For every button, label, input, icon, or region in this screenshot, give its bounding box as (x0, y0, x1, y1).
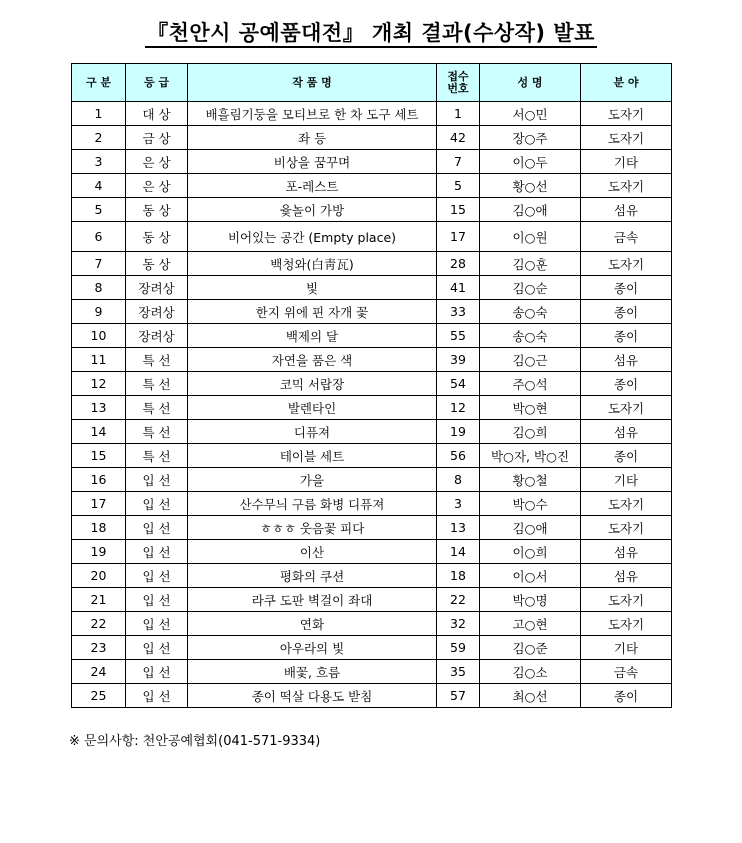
table-row (72, 198, 672, 222)
award-grade: 입 선 (126, 612, 188, 636)
craft-field: 도자기 (581, 174, 672, 198)
artist-name: 황○철 (480, 468, 581, 492)
table-body (72, 102, 672, 708)
contact-footnote: ※ 문의사항: 천안공예협회(041-571-9334) (69, 734, 321, 749)
work-title: 라쿠 도판 벽걸이 좌대 (188, 588, 437, 612)
row-number: 21 (72, 588, 126, 612)
work-title: 좌 등 (188, 126, 437, 150)
work-title: 비어있는 공간 (Empty place) (188, 222, 437, 252)
craft-field: 종이 (581, 300, 672, 324)
artist-name: 최○선 (480, 684, 581, 708)
craft-field: 섬유 (581, 198, 672, 222)
artist-name: 김○순 (480, 276, 581, 300)
work-title: 배꽃, 흐름 (188, 660, 437, 684)
artist-name: 김○근 (480, 348, 581, 372)
craft-field: 종이 (581, 684, 672, 708)
work-title: 아우라의 빛 (188, 636, 437, 660)
work-title: 배흘림기둥을 모티브로 한 차 도구 세트 (188, 102, 437, 126)
table-row (72, 564, 672, 588)
entry-number: 55 (437, 324, 480, 348)
artist-name: 박○수 (480, 492, 581, 516)
award-grade: 입 선 (126, 492, 188, 516)
award-grade: 장려상 (126, 324, 188, 348)
craft-field: 종이 (581, 444, 672, 468)
work-title: 이산 (188, 540, 437, 564)
work-title: 발렌타인 (188, 396, 437, 420)
award-grade: 특 선 (126, 396, 188, 420)
table-row (72, 468, 672, 492)
work-title: ㅎㅎㅎ 웃음꽃 피다 (188, 516, 437, 540)
table-row (72, 126, 672, 150)
row-number: 12 (72, 372, 126, 396)
craft-field: 종이 (581, 372, 672, 396)
craft-field: 기타 (581, 468, 672, 492)
table-row (72, 540, 672, 564)
award-grade: 입 선 (126, 684, 188, 708)
entry-number: 14 (437, 540, 480, 564)
award-grade: 특 선 (126, 348, 188, 372)
work-title: 포-레스트 (188, 174, 437, 198)
entry-number: 41 (437, 276, 480, 300)
artist-name: 김○훈 (480, 252, 581, 276)
page-title-text: 『천안시 공예품대전』 개최 결과(수상작) 발표 (145, 21, 597, 48)
craft-field: 기타 (581, 636, 672, 660)
entry-number: 59 (437, 636, 480, 660)
row-number: 4 (72, 174, 126, 198)
craft-field: 종이 (581, 324, 672, 348)
table-row (72, 150, 672, 174)
table-row (72, 612, 672, 636)
entry-number: 12 (437, 396, 480, 420)
award-grade: 동 상 (126, 252, 188, 276)
row-number: 15 (72, 444, 126, 468)
table-row (72, 348, 672, 372)
craft-field: 도자기 (581, 588, 672, 612)
row-number: 3 (72, 150, 126, 174)
header-entry-number-line2: 번호 (447, 81, 469, 95)
work-title: 자연을 품은 색 (188, 348, 437, 372)
craft-field: 도자기 (581, 516, 672, 540)
work-title: 비상을 꿈꾸며 (188, 150, 437, 174)
entry-number: 15 (437, 198, 480, 222)
award-grade: 장려상 (126, 300, 188, 324)
entry-number: 18 (437, 564, 480, 588)
entry-number: 56 (437, 444, 480, 468)
header-title: 작 품 명 (188, 64, 437, 102)
header-name: 성 명 (480, 64, 581, 102)
work-title: 윷놀이 가방 (188, 198, 437, 222)
entry-number: 3 (437, 492, 480, 516)
artist-name: 박○자, 박○진 (480, 444, 581, 468)
entry-number: 19 (437, 420, 480, 444)
row-number: 14 (72, 420, 126, 444)
craft-field: 도자기 (581, 396, 672, 420)
award-grade: 입 선 (126, 636, 188, 660)
row-number: 1 (72, 102, 126, 126)
table-row (72, 372, 672, 396)
table-row (72, 396, 672, 420)
row-number: 17 (72, 492, 126, 516)
row-number: 19 (72, 540, 126, 564)
entry-number: 33 (437, 300, 480, 324)
work-title: 한지 위에 핀 자개 꽃 (188, 300, 437, 324)
work-title: 백청와(白靑瓦) (188, 252, 437, 276)
artist-name: 이○희 (480, 540, 581, 564)
artist-name: 김○애 (480, 516, 581, 540)
row-number: 23 (72, 636, 126, 660)
artist-name: 장○주 (480, 126, 581, 150)
row-number: 13 (72, 396, 126, 420)
work-title: 종이 떡살 다용도 받침 (188, 684, 437, 708)
table-row (72, 222, 672, 252)
header-entry-number-line1: 접수 (447, 69, 469, 83)
header-grade: 등 급 (126, 64, 188, 102)
table-row (72, 636, 672, 660)
entry-number: 13 (437, 516, 480, 540)
row-number: 25 (72, 684, 126, 708)
artist-name: 이○두 (480, 150, 581, 174)
artist-name: 이○서 (480, 564, 581, 588)
work-title: 연화 (188, 612, 437, 636)
award-grade: 은 상 (126, 174, 188, 198)
row-number: 11 (72, 348, 126, 372)
row-number: 16 (72, 468, 126, 492)
table-row (72, 252, 672, 276)
artist-name: 김○준 (480, 636, 581, 660)
award-grade: 입 선 (126, 468, 188, 492)
entry-number: 32 (437, 612, 480, 636)
award-grade: 금 상 (126, 126, 188, 150)
artist-name: 고○현 (480, 612, 581, 636)
header-entry-number (437, 64, 480, 102)
entry-number: 8 (437, 468, 480, 492)
table-row (72, 324, 672, 348)
work-title: 평화의 쿠션 (188, 564, 437, 588)
artist-name: 김○애 (480, 198, 581, 222)
entry-number: 1 (437, 102, 480, 126)
work-title: 디퓨져 (188, 420, 437, 444)
table-header-row (72, 64, 672, 102)
header-field: 분 야 (581, 64, 672, 102)
row-number: 10 (72, 324, 126, 348)
table-row (72, 102, 672, 126)
artist-name: 박○명 (480, 588, 581, 612)
table-row (72, 300, 672, 324)
artist-name: 김○소 (480, 660, 581, 684)
entry-number: 22 (437, 588, 480, 612)
header-no: 구 분 (72, 64, 126, 102)
table-row (72, 420, 672, 444)
table-row (72, 276, 672, 300)
award-grade: 대 상 (126, 102, 188, 126)
award-grade: 은 상 (126, 150, 188, 174)
work-title: 가을 (188, 468, 437, 492)
row-number: 24 (72, 660, 126, 684)
craft-field: 섬유 (581, 564, 672, 588)
artist-name: 송○숙 (480, 300, 581, 324)
craft-field: 종이 (581, 276, 672, 300)
page-title (0, 17, 742, 47)
entry-number: 39 (437, 348, 480, 372)
row-number: 6 (72, 222, 126, 252)
craft-field: 섬유 (581, 420, 672, 444)
row-number: 8 (72, 276, 126, 300)
artist-name: 서○민 (480, 102, 581, 126)
craft-field: 도자기 (581, 612, 672, 636)
craft-field: 금속 (581, 660, 672, 684)
table-row (72, 174, 672, 198)
craft-field: 도자기 (581, 492, 672, 516)
award-grade: 입 선 (126, 588, 188, 612)
entry-number: 54 (437, 372, 480, 396)
work-title: 백제의 달 (188, 324, 437, 348)
craft-field: 도자기 (581, 102, 672, 126)
work-title: 산수무늬 구름 화병 디퓨져 (188, 492, 437, 516)
artist-name: 김○희 (480, 420, 581, 444)
row-number: 2 (72, 126, 126, 150)
craft-field: 도자기 (581, 126, 672, 150)
table-row (72, 684, 672, 708)
entry-number: 42 (437, 126, 480, 150)
work-title: 코믹 서랍장 (188, 372, 437, 396)
row-number: 22 (72, 612, 126, 636)
table-row (72, 444, 672, 468)
work-title: 테이블 세트 (188, 444, 437, 468)
award-grade: 특 선 (126, 420, 188, 444)
row-number: 5 (72, 198, 126, 222)
award-grade: 입 선 (126, 660, 188, 684)
work-title: 빛 (188, 276, 437, 300)
row-number: 9 (72, 300, 126, 324)
award-grade: 동 상 (126, 222, 188, 252)
entry-number: 5 (437, 174, 480, 198)
table-row (72, 588, 672, 612)
entry-number: 28 (437, 252, 480, 276)
table-row (72, 516, 672, 540)
artist-name: 주○석 (480, 372, 581, 396)
craft-field: 기타 (581, 150, 672, 174)
award-grade: 장려상 (126, 276, 188, 300)
row-number: 18 (72, 516, 126, 540)
award-grade: 동 상 (126, 198, 188, 222)
craft-field: 도자기 (581, 252, 672, 276)
entry-number: 57 (437, 684, 480, 708)
award-grade: 입 선 (126, 516, 188, 540)
craft-field: 섬유 (581, 348, 672, 372)
artist-name: 송○숙 (480, 324, 581, 348)
artist-name: 황○선 (480, 174, 581, 198)
award-grade: 특 선 (126, 372, 188, 396)
artist-name: 이○원 (480, 222, 581, 252)
award-grade: 특 선 (126, 444, 188, 468)
entry-number: 35 (437, 660, 480, 684)
award-grade: 입 선 (126, 540, 188, 564)
table-row (72, 660, 672, 684)
awards-table (71, 63, 672, 708)
entry-number: 17 (437, 222, 480, 252)
artist-name: 박○현 (480, 396, 581, 420)
entry-number: 7 (437, 150, 480, 174)
craft-field: 섬유 (581, 540, 672, 564)
row-number: 7 (72, 252, 126, 276)
table-row (72, 492, 672, 516)
award-grade: 입 선 (126, 564, 188, 588)
row-number: 20 (72, 564, 126, 588)
craft-field: 금속 (581, 222, 672, 252)
